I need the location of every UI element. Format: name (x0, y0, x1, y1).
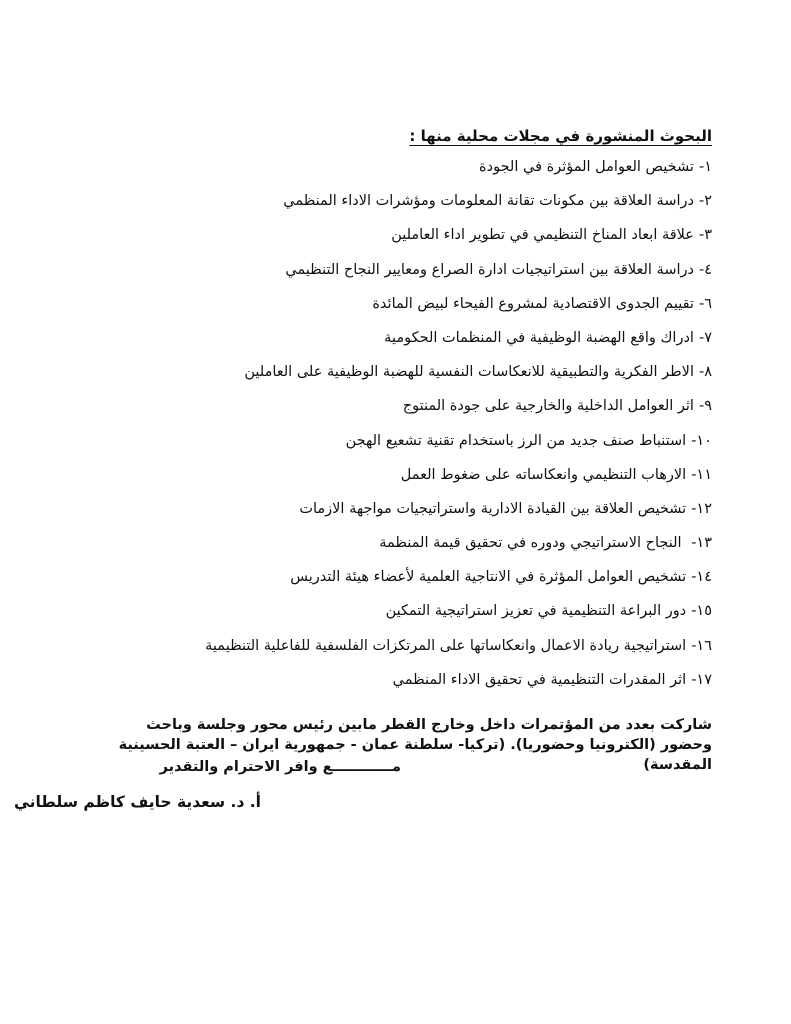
publication-title: اثر العوامل الداخلية والخارجية على جودة المنتوج (402, 398, 694, 415)
publication-item (205, 287, 712, 321)
publication-title: اثر المقدرات التنظيمية في تحقيق الاداء المنظمي (392, 671, 687, 688)
publication-title: الاطر الفكرية والتطبيقية للانعكاسات النفسية للهضبة الوظيفية على العاملين (244, 364, 694, 381)
publication-number: ١١- (691, 466, 712, 483)
publication-number: ١٠- (691, 432, 712, 449)
publication-title: الارهاب التنظيمي وانعكاساته على ضغوط العمل (400, 466, 687, 483)
publication-number: ٩- (698, 398, 712, 415)
publication-title: تشخيص العلاقة بين القيادة الادارية واستراتيجيات مواجهة الازمات (299, 500, 687, 517)
publication-number: ٣- (698, 227, 712, 244)
publication-title: علاقة ابعاد المناخ التنظيمي في تطوير اداء العاملين (391, 227, 694, 244)
publication-title: تقييم الجدوى الاقتصادية لمشروع الفيحاء لبيض المائدة (372, 295, 694, 312)
publication-number: ٧- (698, 329, 712, 346)
publication-number: ١- (698, 159, 712, 175)
publication-number: ١٢- (691, 500, 712, 517)
publication-title: النجاح الاستراتيجي ودوره في تحقيق قيمة المنظمة (379, 535, 687, 552)
publication-number: ٦- (698, 295, 712, 312)
publication-item (205, 594, 712, 628)
publication-number: ٤- (698, 261, 712, 278)
publication-number: ٨- (698, 364, 712, 381)
publication-item (205, 458, 712, 492)
publication-item (205, 629, 712, 663)
closing-line: مــــــــــــع وافر الاحترام والتقدير (159, 759, 401, 775)
publication-number: ١٧- (691, 671, 712, 688)
publication-title: تشخيص العوامل المؤثرة في الجودة (479, 159, 694, 175)
conferences-paragraph: شاركت بعدد من المؤتمرات داخل وخارج القطر مابين رئيس محور وجلسة وباحث وحضور (الكترونيا وحضوريا). (تركيا- سلطنة عمان - جمهورية ايران – العتبة الحسينية المقدسة) (118, 716, 712, 773)
publication-item (205, 355, 712, 389)
publication-number: ١٣- (691, 535, 712, 552)
publication-item (205, 389, 712, 423)
publication-item (205, 663, 712, 697)
publication-title: دراسة العلاقة بين مكونات تقانة المعلومات ومؤشرات الاداء المنظمي (283, 193, 694, 210)
publication-item (205, 184, 712, 218)
publication-number: ١٦- (691, 637, 712, 654)
signature: أ. د. سعدية حايف كاظم سلطاني (13, 793, 261, 811)
publication-title: دور البراعة التنظيمية في تعزيز استراتيجية التمكين (385, 603, 687, 620)
publication-title: تشخيص العوامل المؤثرة في الانتاجية العلمية لأعضاء هيئة التدريس (290, 569, 687, 586)
publication-title: استراتيجية ريادة الاعمال وانعكاساتها على المرتكزات الفلسفية للفاعلية التنظيمية (205, 637, 687, 654)
publication-item (205, 218, 712, 252)
publication-number: ١٤- (691, 569, 712, 586)
publication-item (205, 560, 712, 594)
publication-item (205, 150, 712, 184)
publication-item (205, 424, 712, 458)
publication-title: ادراك واقع الهضبة الوظيفية في المنظمات الحكومية (384, 329, 694, 346)
publication-number: ١٥- (691, 603, 712, 620)
publication-title: دراسة العلاقة بين استراتيجيات ادارة الصراع ومعايير النجاح التنظيمي (285, 261, 694, 278)
publication-title: استنباط صنف جديد من الرز باستخدام تقنية تشعيع الهجن (345, 432, 687, 449)
section-heading: البحوث المنشورة في مجلات محلية منها : (409, 127, 712, 145)
publications-list (205, 150, 712, 697)
publication-item (205, 253, 712, 287)
publication-item (205, 492, 712, 526)
publication-item (205, 526, 712, 560)
publication-item (205, 321, 712, 355)
publication-number: ٢- (698, 193, 712, 210)
